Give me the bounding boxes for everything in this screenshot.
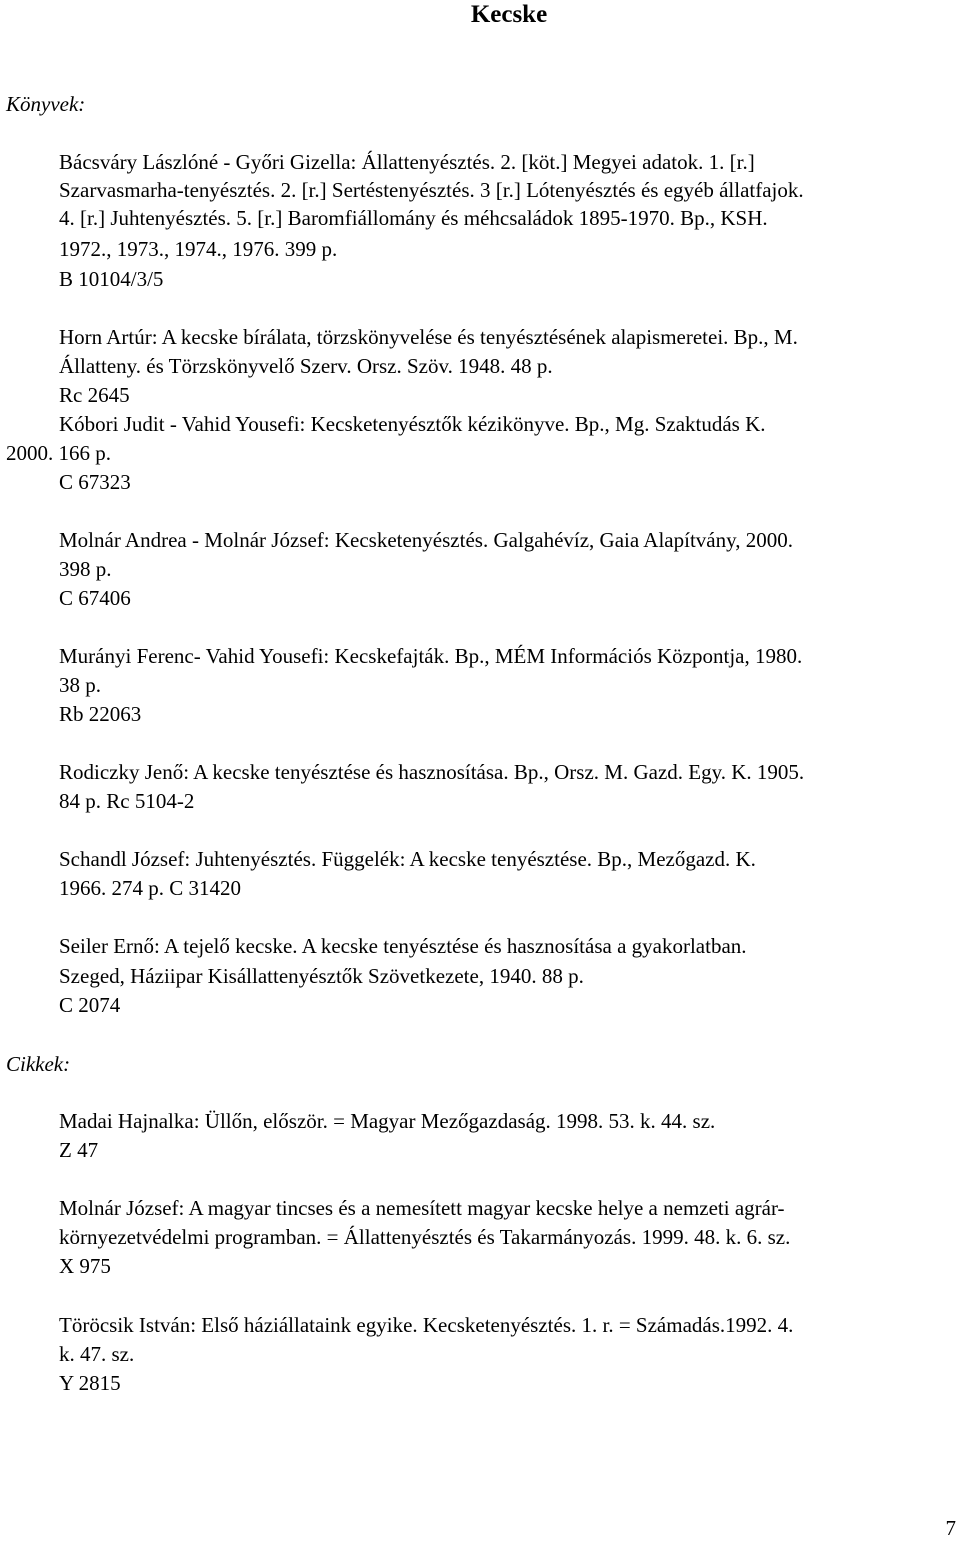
entry-line: 1966. 274 p. C 31420 — [59, 876, 242, 900]
entry-line: Bácsváry Lászlóné - Győri Gizella: Állattenyésztés. 2. [köt.] Megyei adatok. 1. [r.] — [59, 150, 755, 174]
entry-line: Töröcsik István: Első háziállataink egyike. Kecsketenyésztés. 1. r. = Számadás.1992. 4. — [59, 1313, 794, 1337]
entry-call-number: Y 2815 — [59, 1371, 121, 1395]
page-number: 7 — [945, 1516, 956, 1540]
entry-line: 398 p. — [59, 557, 112, 581]
entry-line: Schandl József: Juhtenyésztés. Függelék: A kecske tenyésztése. Bp., Mezőgazd. K. — [59, 847, 756, 871]
section-heading-articles: Cikkek: — [6, 1052, 71, 1076]
entry-line: k. 47. sz. — [59, 1342, 135, 1366]
page-title: Kecske — [470, 1, 548, 28]
entry-line: Szarvasmarha-tenyésztés. 2. [r.] Sertéstenyésztés. 3 [r.] Lótenyésztés és egyéb állatfajok. — [59, 178, 804, 202]
entry-call-number: C 67406 — [59, 586, 131, 610]
entry-line: 84 p. Rc 5104-2 — [59, 789, 195, 813]
entry-line: 38 p. — [59, 673, 101, 697]
entry-call-number: Rc 2645 — [59, 383, 130, 407]
entry-call-number: Z 47 — [59, 1138, 99, 1162]
entry-line: Szeged, Háziipar Kisállattenyésztők Szövetkezete, 1940. 88 p. — [59, 964, 584, 988]
entry-line: 1972., 1973., 1974., 1976. 399 p. — [59, 237, 338, 261]
entry-line: Rodiczky Jenő: A kecske tenyésztése és hasznosítása. Bp., Orsz. M. Gazd. Egy. K. 1905. — [59, 760, 805, 784]
entry-line: környezetvédelmi programban. = Állattenyésztés és Takarmányozás. 1999. 48. k. 6. sz. — [59, 1225, 791, 1249]
entry-line: Molnár Andrea - Molnár József: Kecsketenyésztés. Galgahévíz, Gaia Alapítvány, 2000. — [59, 528, 793, 552]
entry-line: Horn Artúr: A kecske bírálata, törzskönyvelése és tenyésztésének alapismeretei. Bp., M. — [59, 325, 798, 349]
entry-line: Kóbori Judit - Vahid Yousefi: Kecsketenyésztők kézikönyve. Bp., Mg. Szaktudás K. — [59, 412, 766, 436]
entry-line: Madai Hajnalka: Üllőn, először. = Magyar Mezőgazdaság. 1998. 53. k. 44. sz. — [59, 1109, 716, 1133]
entry-line: Seiler Ernő: A tejelő kecske. A kecske tenyésztése és hasznosítása a gyakorlatban. — [59, 934, 747, 958]
entry-call-number: C 67323 — [59, 470, 131, 494]
entry-call-number: C 2074 — [59, 993, 121, 1017]
entry-line: 2000. 166 p. — [6, 441, 111, 465]
entry-line: Murányi Ferenc- Vahid Yousefi: Kecskefajták. Bp., MÉM Információs Központja, 1980. — [59, 644, 803, 668]
entry-line: 4. [r.] Juhtenyésztés. 5. [r.] Baromfiállomány és méhcsaládok 1895-1970. Bp., KSH. — [59, 206, 768, 230]
entry-line: Molnár József: A magyar tincses és a nemesített magyar kecske helye a nemzeti agrár- — [59, 1196, 785, 1220]
entry-call-number: X 975 — [59, 1254, 111, 1278]
section-heading-books: Könyvek: — [6, 92, 86, 116]
entry-line: Állatteny. és Törzskönyvelő Szerv. Orsz. Szöv. 1948. 48 p. — [59, 354, 553, 378]
entry-call-number: B 10104/3/5 — [59, 267, 164, 291]
entry-call-number: Rb 22063 — [59, 702, 142, 726]
